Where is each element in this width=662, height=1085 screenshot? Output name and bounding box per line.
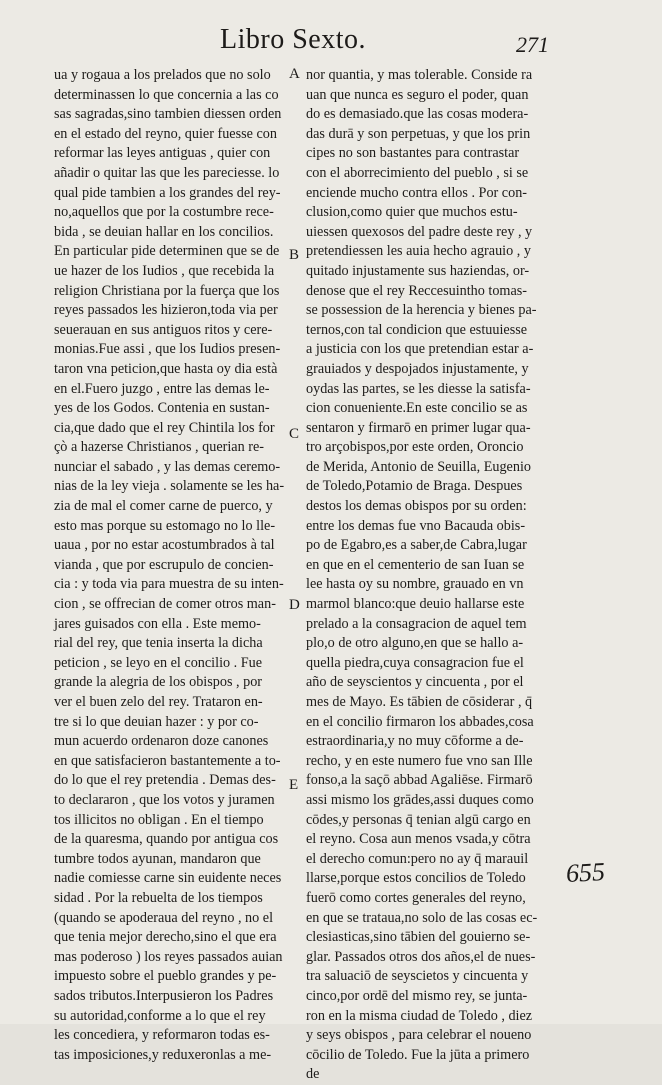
running-title: Libro Sexto.: [220, 24, 366, 55]
text-line: en que se trataua,no solo de las cosas ec-: [306, 909, 538, 926]
text-line: en el.Fuero juzgo , entre las demas le-: [54, 380, 270, 397]
text-line: fonso,a la saçō abbad Agaliēse. Firmarō: [306, 772, 533, 789]
text-line: reformar las leyes antiguas , quier con: [54, 145, 271, 162]
text-line: cōdes,y personas q̄ tenian algū cargo en: [306, 811, 531, 828]
text-line: zia de mal el comer carne de puerco, y: [54, 498, 273, 515]
right-text-column: [306, 66, 558, 1085]
page-header: [0, 22, 662, 62]
text-line: mas poderoso ) los reyes passados auian: [54, 948, 283, 965]
text-line: peticion , se leyo en el concilio . Fue: [54, 654, 263, 671]
text-line: ue hazer de los Iudios , que recebida la: [54, 262, 275, 279]
margin-letter-c: C: [289, 426, 300, 442]
text-line: sas sagradas,sino tambien diessen orden: [54, 106, 282, 123]
text-line: mes de Mayo. Es tābien de cōsiderar , q̄: [306, 694, 533, 710]
text-line: do es demasiado.que las cosas modera-: [306, 106, 529, 123]
text-line: fuerō como cortes generales del reyno,: [306, 889, 526, 906]
text-line: cōcilio de Toledo. Fue la jūta a primero: [306, 1046, 530, 1063]
text-line: taron vna peticion,que hasta oy dia està: [54, 360, 278, 377]
text-line: estraordinaria,y no muy cōforme a de-: [306, 733, 524, 750]
text-line: denose que el rey Reccesuintho tomas-: [306, 282, 528, 299]
text-line: no,aquellos que por la costumbre rece-: [54, 204, 274, 221]
text-line: clusion,como quier que muchos estu-: [306, 204, 518, 221]
text-line: oydas las partes, se les diesse la satisfa-: [306, 380, 531, 397]
text-line: ron en la misma ciudad de Toledo , diez: [306, 1007, 533, 1024]
text-line: clesiasticas,sino tābien del gouierno se-: [306, 929, 531, 946]
text-line: tre si lo que deuian hazer : y por co-: [54, 713, 259, 730]
text-line: cia,que dado que el rey Chintila los for: [54, 419, 275, 436]
text-line: les concediera, y reformaron todas es-: [54, 1027, 270, 1044]
text-line: seuerauan en sus antiguos ritos y cere-: [54, 321, 273, 338]
text-line: cipes no son bastantes para contrastar: [306, 145, 520, 162]
text-line: de Toledo,Potamio de Braga. Despues: [306, 478, 523, 495]
text-line: de Merida, Antonio de Seuilla, Eugenio: [306, 458, 531, 475]
text-line: tumbre todos ayunan, mandaron que: [54, 850, 261, 867]
text-line: cion , se offrecian de comer otros man-: [54, 596, 276, 613]
text-line: monias.Fue assi , que los Iudios presen-: [54, 341, 281, 358]
text-line: cia : y toda via para muestra de su inten-: [54, 576, 284, 593]
text-line: entre los demas fue vno Bacauda obis-: [306, 517, 526, 534]
text-line: grauiados y despojados injustamente, y: [306, 360, 529, 377]
text-line: de la quaresma, quando por antigua cos: [54, 831, 279, 848]
text-line: ua y rogaua a los prelados que no solo: [54, 67, 271, 83]
text-line: cinco,por ordē del mismo rey, se junta-: [306, 987, 528, 1004]
text-line: En particular pide determinen que se de: [54, 243, 280, 260]
text-line: sidad . Por la rebuelta de los tiempos: [54, 889, 263, 906]
page-number: 271: [516, 32, 549, 57]
text-line: esto mas porque su estomago no lo lle-: [54, 517, 276, 534]
text-line: cion conueniente.En este concilio se as: [306, 400, 528, 417]
text-line: glar. Passados otros dos años,el de nues-: [306, 948, 536, 965]
text-line: en que satisfacieron bastantemente a to-: [54, 752, 281, 769]
text-line: religion Christiana por la fuerça que los: [54, 282, 280, 299]
text-line: prelado a la consagracion de aquel tem: [306, 615, 527, 632]
text-line: el derecho comun:pero no ay q̄ marauil: [306, 850, 529, 867]
text-line: en el estado del reyno, quier fuesse con: [54, 125, 277, 142]
handwritten-folio-number: 655: [565, 857, 606, 889]
text-line: nor quantia, y mas tolerable. Conside ra: [306, 67, 533, 83]
text-line: uaua , por no estar acostumbrados à tal: [54, 537, 275, 554]
text-line: to declararon , que los votos y juramen: [54, 791, 275, 808]
text-line: y seys obispos , para celebrar el noueno: [306, 1027, 532, 1044]
text-line: do lo que el rey pretendia . Demas des-: [54, 772, 276, 789]
text-line: tos illicitos no obligan . En el tiempo: [54, 811, 264, 828]
text-line: uan que nunca es seguro el poder, quan: [306, 86, 529, 103]
text-line: assi mismo los grādes,assi duques como: [306, 791, 534, 808]
text-line: quella piedra,cuya consagracion fue el: [306, 654, 524, 671]
text-line: das durā y son perpetuas, y que los prin: [306, 125, 531, 142]
text-line: en que en el cementerio de san Iuan se: [306, 556, 525, 573]
text-line: en el concilio firmaron los abbades,cosa: [306, 713, 534, 730]
text-line: impuesto sobre el pueblo grandes y pe-: [54, 968, 277, 985]
text-line: çò a hazerse Christianos , querian re-: [54, 439, 264, 456]
margin-letter-a: A: [289, 66, 300, 82]
margin-letter-d: D: [289, 597, 300, 613]
text-line: destos los demas obispos por su orden:: [306, 498, 527, 515]
text-line: po de Egabro,es a saber,de Cabra,lugar: [306, 537, 527, 554]
text-line: el reyno. Cosa aun menos vsada,y cōtra: [306, 831, 531, 848]
text-line: sados tributos.Interpusieron los Padres: [54, 987, 274, 1004]
text-line: nias de la ley vieja . solamente se les ha-: [54, 478, 285, 495]
text-line: uiessen quexosos del padre deste rey , y: [306, 223, 533, 240]
text-line: jares guisados con ella . Este memo-: [54, 615, 261, 632]
text-line: qual pide tambien a los grandes del rey-: [54, 184, 281, 201]
text-line: a justicia con los que pretendian estar a-: [306, 341, 534, 358]
text-line: de: [306, 1066, 320, 1083]
text-line: pretendiessen les auia hecho agrauio , y: [306, 243, 531, 260]
text-line: sentaron y firmarō en primer lugar qua-: [306, 419, 531, 436]
text-line: nunciar el sabado , y las demas ceremo-: [54, 458, 281, 475]
text-line: nadie comiesse carne sin euidente neces: [54, 870, 282, 887]
text-line: (quando se apoderaua del reyno , no el: [54, 909, 274, 926]
text-line: reyes passados les hizieron,toda via per: [54, 302, 278, 319]
text-line: con el aborrecimiento del pueblo , si se: [306, 164, 529, 181]
text-line: llarse,porque estos concilios de Toledo: [306, 870, 526, 887]
text-line: enciende mucho contra ellos . Por con-: [306, 184, 528, 201]
text-line: marmol blanco:que deuio hallarse este: [306, 596, 525, 613]
text-line: vianda , que por escrupulo de concien-: [54, 556, 274, 573]
text-line: ternos,con tal condicion que estuuiesse: [306, 321, 528, 338]
text-line: ver el buen zelo del rey. Trataron en-: [54, 694, 263, 710]
text-line: año de seyscientos y cincuenta , por el: [306, 674, 524, 691]
text-line: se possession de la herencia y bienes pa-: [306, 302, 537, 319]
text-line: plo,o de otro alguno,en que se hallo a-: [306, 635, 524, 652]
text-line: grande la alegria de los obispos , por: [54, 674, 263, 691]
text-line: añadir o quitar las que les pareciesse. lo: [54, 164, 280, 181]
text-line: que tenia mejor derecho,sino el que era: [54, 929, 277, 946]
text-line: mun acuerdo ordenaron doze canones: [54, 733, 269, 750]
margin-letter-e: E: [289, 777, 299, 793]
text-line: su autoridad,conforme a lo que el rey: [54, 1007, 266, 1024]
text-line: determinassen lo que concernia a las co: [54, 86, 279, 103]
text-line: lee hasta oy su nombre, grauado en vn: [306, 576, 524, 593]
left-text-column: [54, 66, 286, 1065]
margin-letter-b: B: [289, 247, 300, 263]
text-line: rial del rey, que tenia inserta la dicha: [54, 635, 263, 652]
text-line: tas imposiciones,y reduxeronlas a me-: [54, 1046, 272, 1063]
text-line: bida , se deuian hallar en los concilios.: [54, 223, 274, 240]
text-line: tro arçobispos,por este orden, Oroncio: [306, 439, 524, 456]
text-line: yes de los Godos. Contenia en sustan-: [54, 400, 270, 417]
text-line: tra saluaciō de seyscietos y cincuenta y: [306, 968, 529, 985]
text-line: recho, y en este numero fue vno san Ille: [306, 752, 533, 769]
text-line: quitado injustamente sus haziendas, or-: [306, 262, 530, 279]
